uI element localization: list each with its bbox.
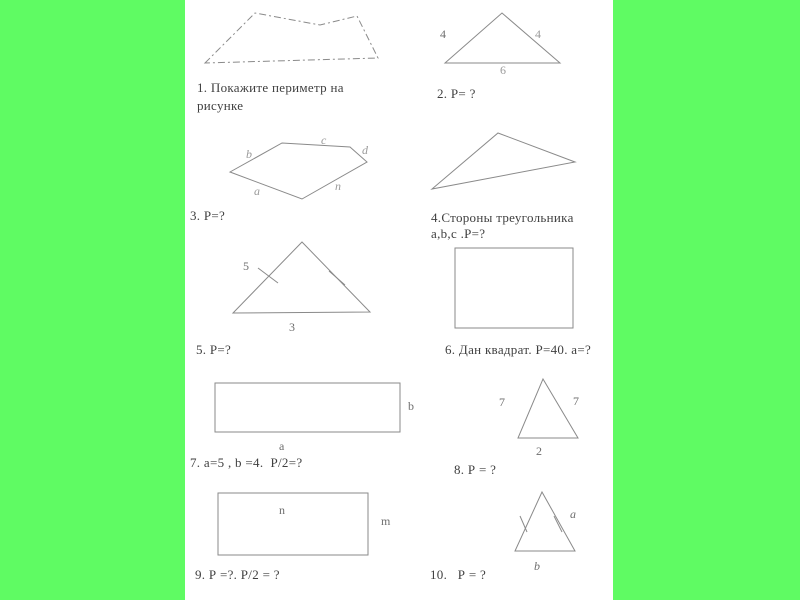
problem-5-caption: 5. Р=? [196, 342, 232, 357]
problem-8-base-label: 2 [536, 444, 542, 458]
problem-7-b-label: b [408, 399, 414, 413]
problem-8-caption: 8. Р = ? [454, 462, 497, 477]
problem-9-caption: 9. Р =?. Р/2 = ? [195, 567, 280, 582]
problem-10-shape [515, 492, 575, 551]
problem-5-left-label: 5 [243, 259, 249, 273]
problem-3-a-label: a [254, 184, 260, 198]
problem-3-d-label: d [362, 143, 368, 157]
problem-10-b-label: b [534, 559, 540, 573]
problem-2-caption: 2. Р= ? [437, 86, 476, 101]
problem-9-shape [218, 493, 368, 555]
problem-4-caption: 4.Стороны треугольника a,b,c .Р=? [431, 210, 578, 242]
problem-3-c-label: c [321, 133, 327, 147]
problem-10-left-tick [520, 516, 527, 532]
problem-5-base-label: 3 [289, 320, 295, 334]
problem-8-left-label: 7 [499, 395, 505, 409]
problem-6-shape [455, 248, 573, 328]
problem-1-shape [205, 13, 378, 63]
problem-8-shape [518, 379, 578, 438]
problem-5-shape [233, 242, 370, 313]
problem-8-right-label: 7 [573, 394, 579, 408]
problem-5-right-tick [329, 271, 345, 285]
problem-7-shape [215, 383, 400, 432]
problem-9-m-label: m [381, 514, 391, 528]
problem-2-base-label: 6 [500, 63, 506, 77]
problem-7-caption: 7. a=5 , b =4. Р/2=? [190, 455, 303, 470]
problem-2-right-label: 4 [535, 27, 541, 41]
problem-10-caption: 10. Р = ? [430, 567, 487, 582]
problem-4-shape [432, 133, 575, 189]
problem-9-n-label: n [279, 503, 285, 517]
problem-2-left-label: 4 [440, 27, 446, 41]
problem-2-shape [445, 13, 560, 63]
problem-1-caption: 1. Покажите периметр на рисунке [197, 80, 348, 114]
problem-6-caption: 6. Дан квадрат. Р=40. а=? [445, 342, 592, 357]
problem-3-n-label: n [335, 179, 341, 193]
problem-10-a-label: a [570, 507, 576, 521]
problem-10-right-tick [554, 516, 562, 532]
problem-3-caption: 3. Р=? [190, 208, 226, 223]
problem-3-b-label: b [246, 147, 252, 161]
problem-7-a-label: a [279, 439, 285, 453]
